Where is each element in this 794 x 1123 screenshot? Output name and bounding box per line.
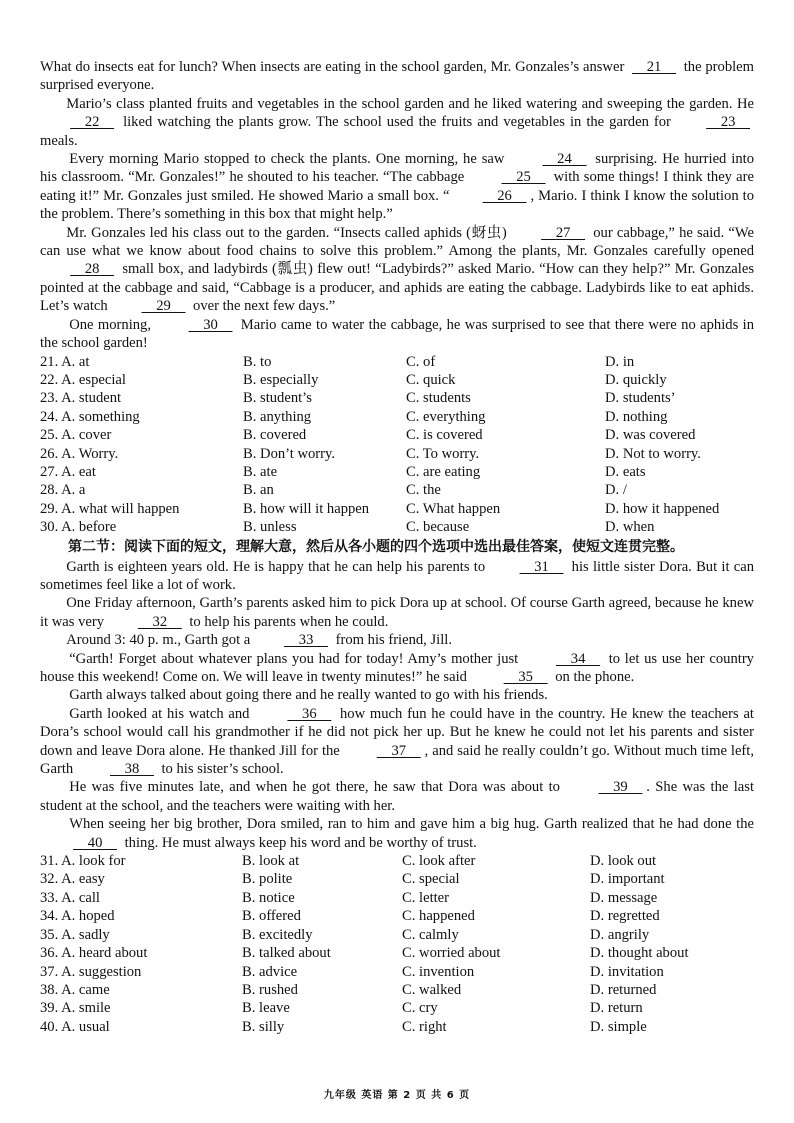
option-d[interactable]: D. return <box>590 1000 643 1017</box>
section-2-heading: 第二节：阅读下面的短文，理解大意，然后从各小题的四个选项中选出最佳答案，使短文连贯完整。 <box>68 538 684 555</box>
cloze-passage-2 <box>40 558 754 853</box>
blank-21: 21 <box>646 59 662 75</box>
option-d[interactable]: D. / <box>605 482 627 499</box>
option-b[interactable]: B. unless <box>243 519 297 536</box>
blank-26: 26 <box>497 187 512 204</box>
option-d[interactable]: D. how it happened <box>605 500 720 517</box>
paragraph: Garth always talked about going there and he really wanted to go with his friends. <box>69 687 548 704</box>
option-c[interactable]: C. the <box>406 482 441 499</box>
option-b[interactable]: B. especially <box>243 371 319 388</box>
paragraph: Garth is eighteen years old. He is happy that he can help his parents to 31 his little sister Dora. But it can sometimes feel like a lot of work. <box>40 558 754 593</box>
option-a[interactable]: 26. A. Worry. <box>40 445 119 462</box>
option-a[interactable]: 38. A. came <box>40 981 110 998</box>
option-b[interactable]: B. covered <box>243 427 307 444</box>
option-b[interactable]: B. Don’t worry. <box>243 445 336 462</box>
option-c[interactable]: C. letter <box>402 889 450 906</box>
option-b[interactable]: B. to <box>243 353 272 370</box>
option-row-38 <box>40 981 754 999</box>
option-a[interactable]: 27. A. eat <box>40 463 96 480</box>
option-a[interactable]: 29. A. what will happen <box>40 500 180 517</box>
option-a[interactable]: 30. A. before <box>40 519 117 536</box>
option-a[interactable]: 25. A. cover <box>40 427 112 444</box>
option-row-24 <box>40 408 754 426</box>
blank-22: 22 <box>84 114 100 131</box>
blank-36: 36 <box>302 705 317 722</box>
option-c[interactable]: C. because <box>406 519 470 536</box>
option-c[interactable]: C. walked <box>402 981 462 998</box>
option-a[interactable]: 21. A. at <box>40 353 90 370</box>
option-b[interactable]: B. leave <box>242 1000 290 1017</box>
option-c[interactable]: C. everything <box>406 408 486 425</box>
option-b[interactable]: B. anything <box>243 408 312 425</box>
option-b[interactable]: B. ate <box>243 463 278 480</box>
option-a[interactable]: 37. A. suggestion <box>40 963 142 980</box>
option-d[interactable]: D. important <box>590 871 665 888</box>
option-row-32 <box>40 870 754 888</box>
option-c[interactable]: C. invention <box>402 963 475 980</box>
option-row-31 <box>40 852 754 870</box>
blank-32: 32 <box>152 613 168 630</box>
option-d[interactable]: D. look out <box>590 853 657 870</box>
blank-25: 25 <box>516 169 531 186</box>
option-a[interactable]: 32. A. easy <box>40 871 105 888</box>
blank-30: 30 <box>203 316 218 333</box>
option-b[interactable]: B. polite <box>242 871 293 888</box>
option-a[interactable]: 36. A. heard about <box>40 945 148 962</box>
blank-23: 23 <box>720 114 736 131</box>
option-c[interactable]: C. To worry. <box>406 445 480 462</box>
option-row-39 <box>40 999 754 1017</box>
option-d[interactable]: D. in <box>605 353 635 370</box>
option-b[interactable]: B. excitedly <box>242 926 313 943</box>
option-row-29 <box>40 500 754 518</box>
option-a[interactable]: 22. A. especial <box>40 371 126 388</box>
exam-page <box>40 58 754 1036</box>
paragraph: What do insects eat for lunch? When insects are eating in the school garden, Mr. Gonzales’s answer 21 the problem surprised everyone. <box>40 59 754 94</box>
option-row-40 <box>40 1018 754 1036</box>
blank-28: 28 <box>84 261 100 278</box>
paragraph: Mr. Gonzales led his class out to the garden. “Insects called aphids (蚜虫) 27 our cabbage,” he said. “We can use what we know about food chains to solve this problem.” Among the plants, Mr. Gonzales carefully opened 28 small box, and ladybirds (瓢虫) flew out! “Ladybirds?” asked Mario. “How can they help?” Mr. Gonzales pointed at the cabbage and said, “Cabbage is a producer, and aphids are eating the cabbage. Ladybirds like to eat aphids. Let’s watch 29 over the next few days.” <box>40 224 754 315</box>
option-c[interactable]: C. quick <box>406 371 456 388</box>
option-d[interactable]: D. eats <box>605 463 646 480</box>
option-row-37 <box>40 963 754 981</box>
option-row-34 <box>40 907 754 925</box>
blank-35: 35 <box>518 669 533 685</box>
option-row-30 <box>40 518 754 536</box>
blank-27: 27 <box>555 224 571 241</box>
option-row-27 <box>40 463 754 481</box>
option-row-23 <box>40 389 754 407</box>
paragraph: One morning, 30 Mario came to water the cabbage, he was surprised to see that there were no aphids in the school garden! <box>40 316 754 352</box>
blank-31: 31 <box>534 558 549 575</box>
option-d[interactable]: D. message <box>590 889 658 906</box>
option-b[interactable]: B. offered <box>242 908 301 925</box>
option-b[interactable]: B. notice <box>242 889 295 906</box>
cloze-passage-1 <box>40 58 754 353</box>
option-a[interactable]: 39. A. smile <box>40 1000 111 1017</box>
option-c[interactable]: C. right <box>402 1018 447 1035</box>
paragraph: When seeing her big brother, Dora smiled, ran to him and gave him a big hug. Garth realized that he had done the 40 thing. He must always keep his word and be worthy of trust. <box>40 815 754 852</box>
option-b[interactable]: B. how will it happen <box>243 500 370 517</box>
option-d[interactable]: D. was covered <box>605 427 696 444</box>
option-b[interactable]: B. an <box>243 482 274 499</box>
option-d[interactable]: D. students’ <box>605 390 676 407</box>
page-footer: 九年级 英语 第 2 页 共 6 页 <box>323 1090 471 1101</box>
option-row-33 <box>40 889 754 907</box>
option-b[interactable]: B. student’s <box>243 390 312 407</box>
option-b[interactable]: B. talked about <box>242 945 331 962</box>
option-a[interactable]: 33. A. call <box>40 889 100 906</box>
option-c[interactable]: C. worried about <box>402 945 501 962</box>
option-a[interactable]: 34. A. hoped <box>40 908 115 925</box>
blank-24: 24 <box>557 151 572 168</box>
paragraph: One Friday afternoon, Garth’s parents asked him to pick Dora up at school. Of course Garth agreed, because he knew it was very 32 to help his parents when he could. <box>40 595 754 630</box>
option-d[interactable]: D. angrily <box>590 926 650 943</box>
option-row-36 <box>40 944 754 962</box>
option-a[interactable]: 31. A. look for <box>40 853 126 870</box>
option-d[interactable]: D. simple <box>590 1018 647 1035</box>
option-a[interactable]: 40. A. usual <box>40 1018 110 1035</box>
paragraph: Garth looked at his watch and 36 how much fun he could have in the country. He knew the teachers at Dora’s school would call his grandmother if he did not pick her up. But he knew he could not let his parents and sister down and leave Dora alone. He thanked Jill for the 37 , and said he really couldn’t go. Without much time left, Garth 38 to his sister’s school. <box>40 705 754 778</box>
options-table-1 <box>40 353 754 537</box>
option-c[interactable]: C. cry <box>402 1000 438 1017</box>
option-b[interactable]: B. silly <box>242 1018 285 1035</box>
blank-34: 34 <box>570 650 586 667</box>
option-d[interactable]: D. nothing <box>605 408 668 425</box>
option-row-22 <box>40 371 754 389</box>
option-row-25 <box>40 426 754 444</box>
paragraph: Mario’s class planted fruits and vegetables in the school garden and he liked watering and sweeping the garden. He 22 liked watching the plants grow. The school used the fruits and vegetables in the garden for 23 meals. <box>40 95 754 149</box>
option-c[interactable]: C. special <box>402 871 460 888</box>
option-row-26 <box>40 445 754 463</box>
option-c[interactable]: C. What happen <box>406 500 501 517</box>
option-a[interactable]: 28. A. a <box>40 482 86 499</box>
option-d[interactable]: D. quickly <box>605 371 667 388</box>
option-c[interactable]: C. calmly <box>402 926 459 943</box>
paragraph: Every morning Mario stopped to check the plants. One morning, he saw 24 surprising. He hurried into his classroom. “Mr. Gonzales!” he shouted to his teacher. “The cabbage 25 with some things! I think they are eating it!” Mr. Gonzales just smiled. He showed Mario a small box. “ 26 , Mario. I think I know the solution to the problem. There’s something in this box that might help.” <box>40 151 754 223</box>
option-row-28 <box>40 481 754 499</box>
blank-38: 38 <box>124 761 140 778</box>
option-c[interactable]: C. happened <box>402 908 475 925</box>
option-c[interactable]: C. is covered <box>406 427 483 444</box>
options-table-2 <box>40 852 754 1036</box>
option-c[interactable]: C. look after <box>402 853 476 870</box>
blank-37: 37 <box>391 742 407 759</box>
option-d[interactable]: D. Not to worry. <box>605 445 701 462</box>
option-a[interactable]: 24. A. something <box>40 408 140 425</box>
option-c[interactable]: C. students <box>406 390 471 407</box>
option-d[interactable]: D. invitation <box>590 963 664 980</box>
option-d[interactable]: D. returned <box>590 981 657 998</box>
option-d[interactable]: D. when <box>605 519 655 536</box>
paragraph: “Garth! Forget about whatever plans you had for today! Amy’s mother just 34 to let us use her country house this weekend! Come on. We will leave in twenty minutes!” he said 35 on the phone. <box>40 650 754 685</box>
option-b[interactable]: B. look at <box>242 853 300 870</box>
option-d[interactable]: D. thought about <box>590 945 689 962</box>
blank-39: 39 <box>613 779 628 796</box>
blank-29: 29 <box>156 298 171 315</box>
option-a[interactable]: 35. A. sadly <box>40 926 110 943</box>
option-c[interactable]: C. of <box>406 353 436 370</box>
option-c[interactable]: C. are eating <box>406 463 481 480</box>
option-row-35 <box>40 926 754 944</box>
option-row-21 <box>40 353 754 371</box>
blank-33: 33 <box>298 632 314 649</box>
option-b[interactable]: B. advice <box>242 963 298 980</box>
option-d[interactable]: D. regretted <box>590 908 660 925</box>
option-b[interactable]: B. rushed <box>242 981 298 998</box>
option-a[interactable]: 23. A. student <box>40 390 122 407</box>
blank-40: 40 <box>87 834 103 851</box>
paragraph: Around 3: 40 p. m., Garth got a 33 from his friend, Jill. <box>66 632 452 649</box>
paragraph: He was five minutes late, and when he got there, he saw that Dora was about to 39 . She was the last student at the school, and the teachers were waiting with her. <box>40 779 754 814</box>
